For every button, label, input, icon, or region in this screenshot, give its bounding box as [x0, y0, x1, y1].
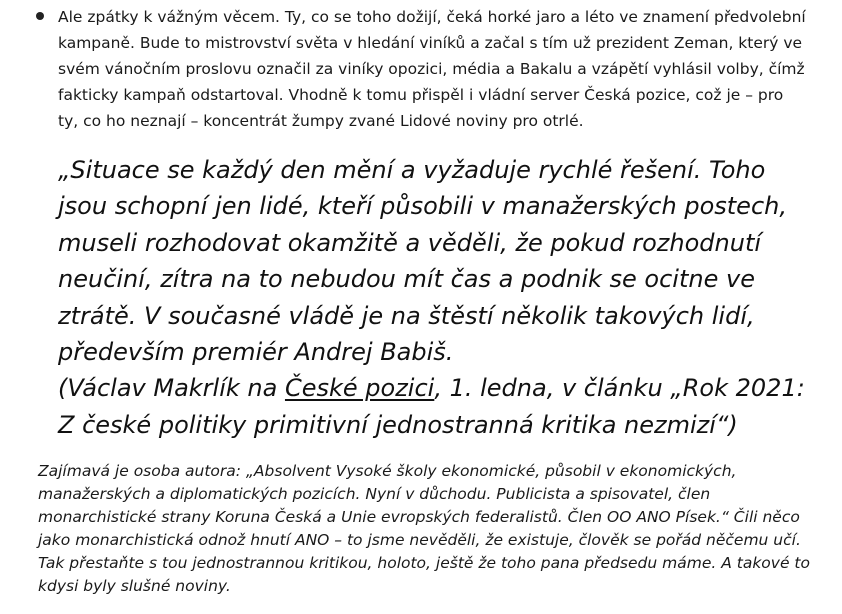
bullet-dot	[36, 12, 44, 20]
bullet-paragraph: Ale zpátky k vážným věcem. Ty, co se toho dožijí, čeká horké jaro a léto ve znamení předvolební kampaně. Bude to mistrovství světa v hledání viníků a začal s tím už prezident Zeman, který ve svém vánočním proslovu označil za viníky opozici, média a Bakalu a vzápětí vyhlásil volby, čímž fakticky kampaň odstartoval. Vhodně k tomu přispěl i vládní server Česká pozice, což je – pro ty, co ho neznají – koncentrát žumpy zvané Lidové noviny pro otrlé.	[58, 8, 806, 130]
author-note-paragraph: Zajímavá je osoba autora: „Absolvent Vysoké školy ekonomické, působil v ekonomických, manažerských a diplomatických pozicích. Nyní v důchodu. Publicista a spisovatel, člen monarchistické strany Koruna Česká a Unie evropských federalistů. Člen OO ANO Písek.“ Čili něco jako monarchistická odnož hnutí ANO – to jsme nevěděli, že existuje, člověk se pořád něčemu učí. Tak přestaňte s tou jednostrannou kritikou, holoto, ještě že toho pana předsedu máme. A takové to kdysi byly slušné noviny.	[38, 462, 810, 595]
quote-citation-suffix: , 1. ledna, v článku „Rok 2021: Z české politiky primitivní jednostranná kritika nezmizí“)	[58, 374, 805, 439]
blockquote	[58, 152, 818, 443]
ceska-pozice-link[interactable]: České pozici	[284, 374, 435, 403]
bullet-list-item	[36, 4, 806, 134]
quote-body: „Situace se každý den mění a vyžaduje rychlé řešení. Toho jsou schopní jen lidé, kteří působili v manažerských postech, museli rozhodovat okamžitě a věděli, že pokud rozhodnutí neučiní, zítra na to nebudou mít čas a podnik se ocitne ve ztrátě. V současné vládě je na štěstí několik takových lidí, především premiér Andrej Babiš.	[58, 156, 787, 367]
quote-citation-prefix: (Václav Makrlík na	[58, 374, 285, 403]
